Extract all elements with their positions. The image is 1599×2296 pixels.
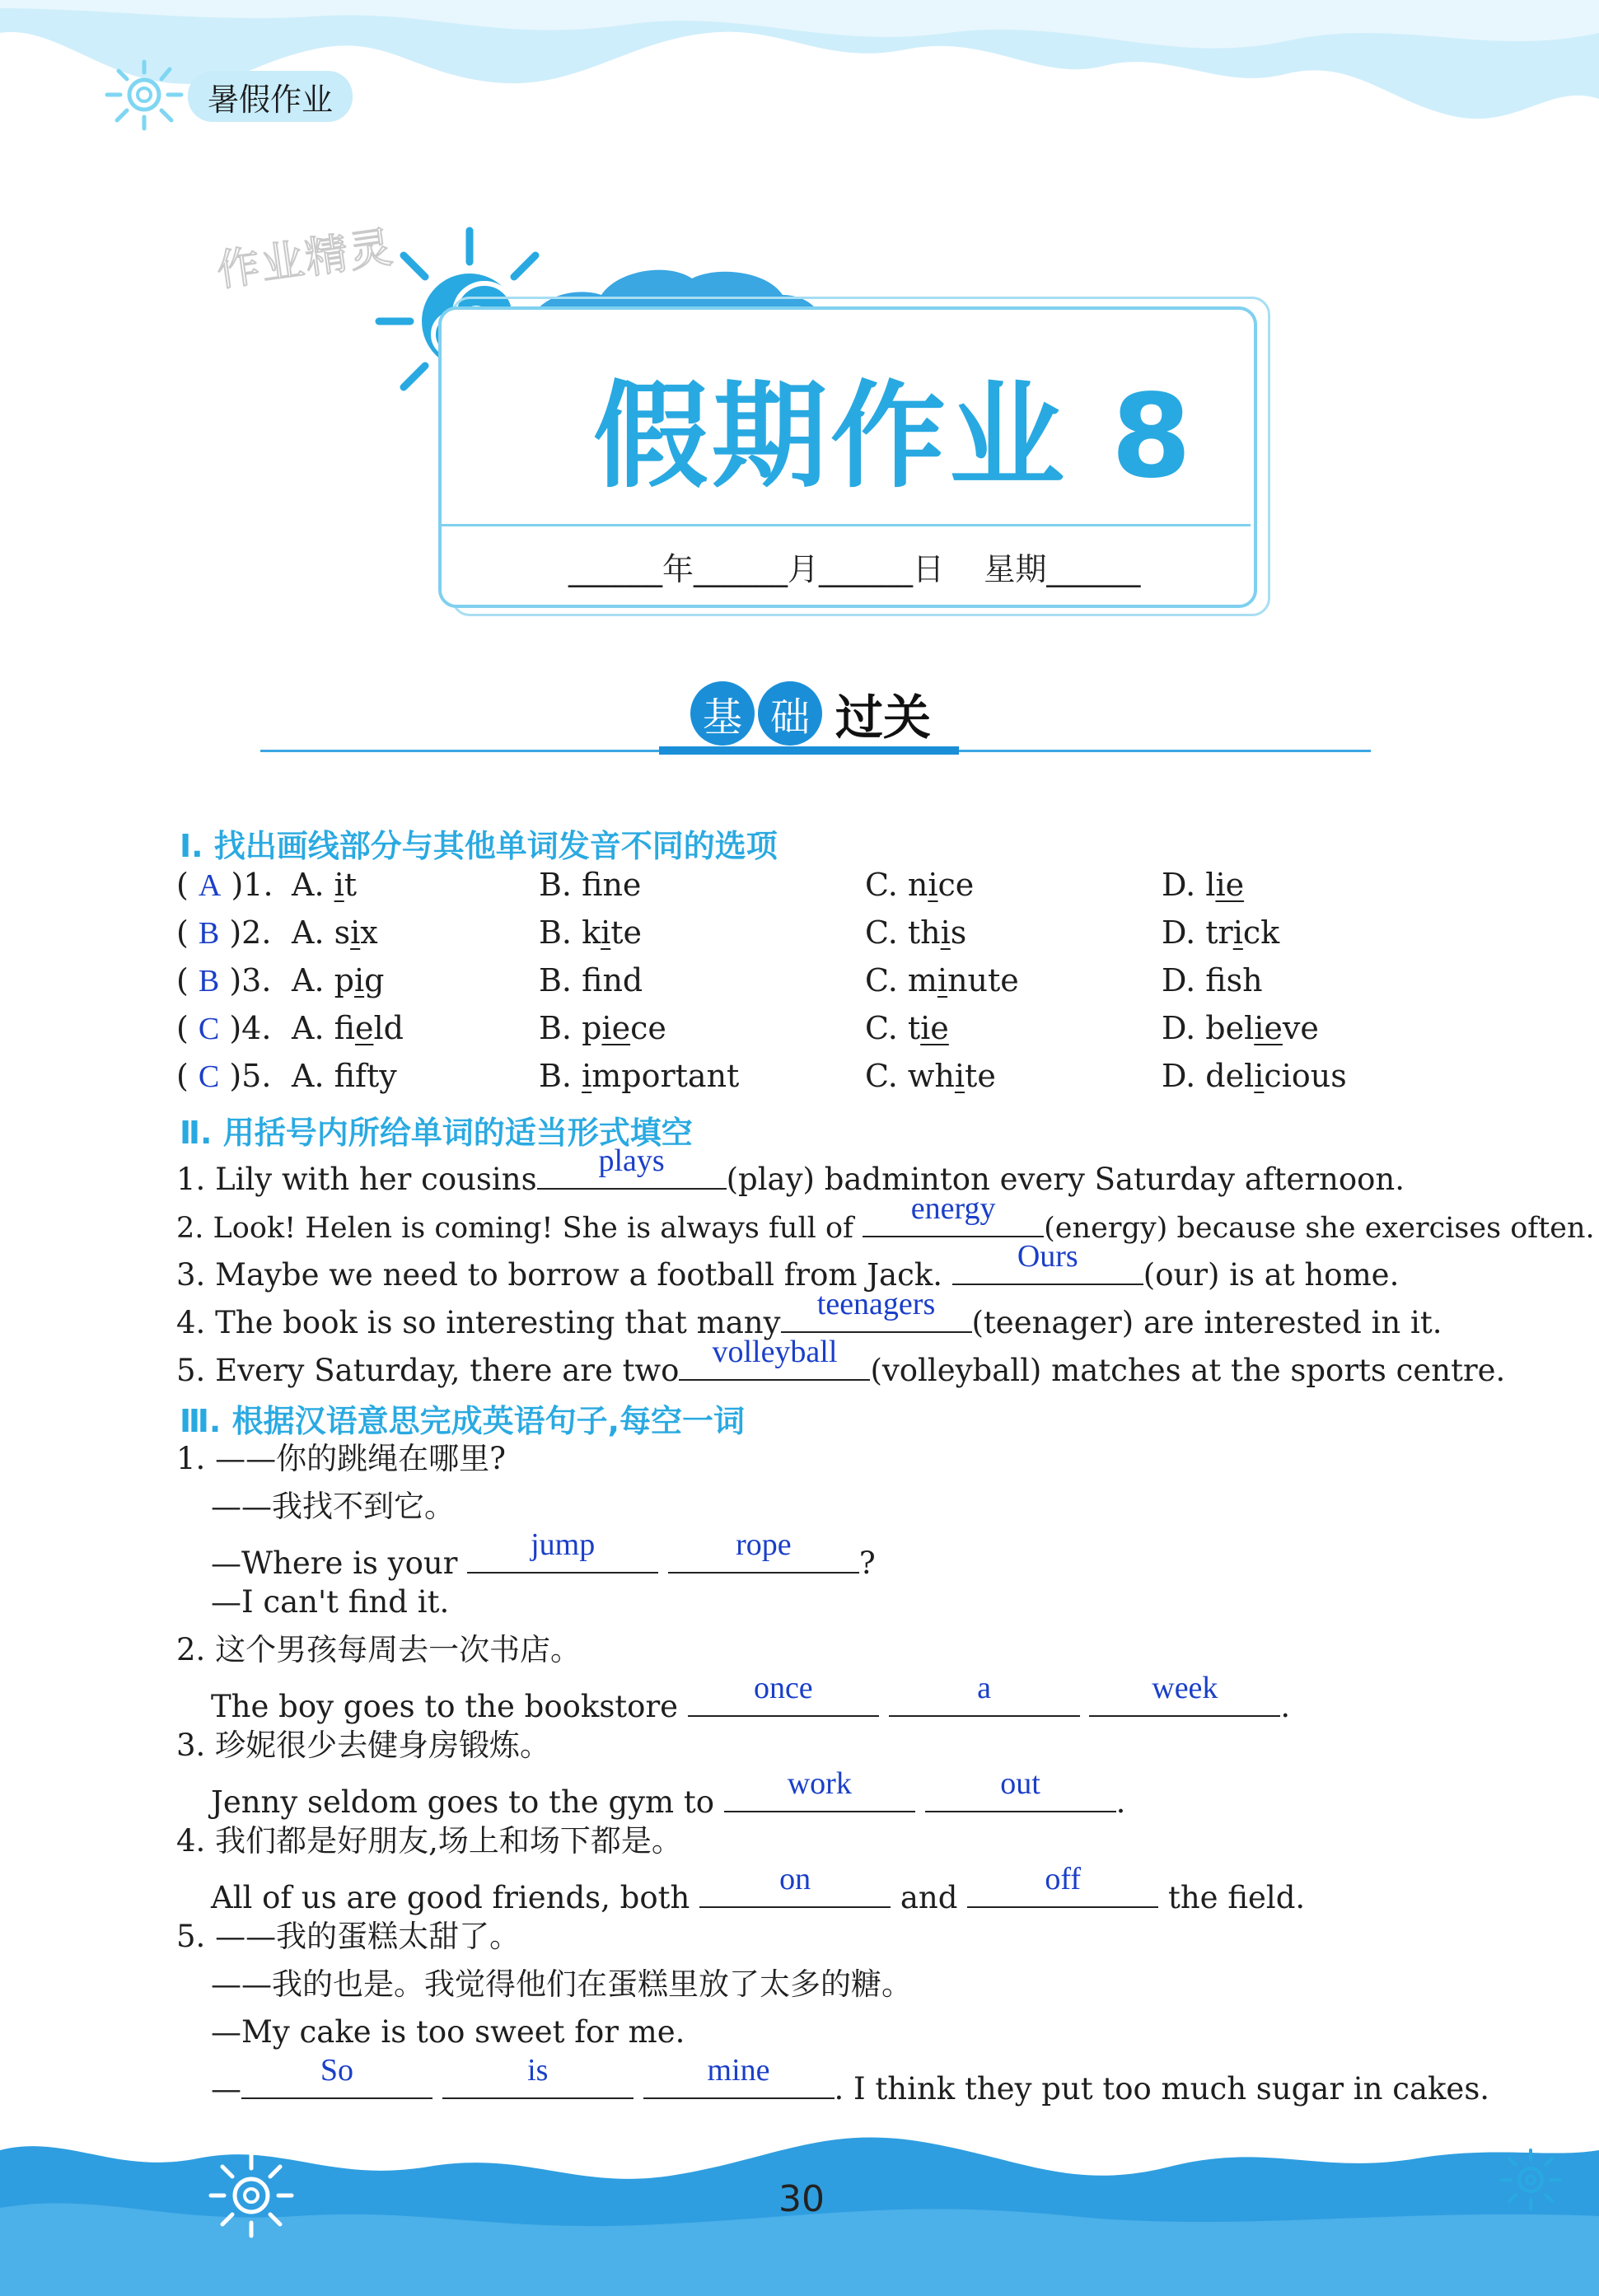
option-text: B. f	[539, 867, 603, 903]
item-text: .	[1115, 1784, 1126, 1820]
answer-text: So	[320, 2053, 354, 2088]
mc-answer-slot[interactable]: ( B )3.	[176, 962, 272, 998]
part2-heading: Ⅱ. 用括号内所给单词的适当形式填空	[180, 1115, 693, 1151]
option-text: ne	[602, 867, 642, 903]
option-text: te	[610, 914, 643, 951]
underlined-letters: ie	[1215, 867, 1245, 903]
mc-option-c	[865, 1010, 949, 1046]
part2-item-3	[176, 1239, 1400, 1293]
item-text: All of us are good friends, both	[211, 1880, 690, 1915]
q1-chinese-2: ——我找不到它。	[211, 1489, 455, 1524]
item-text: .	[1280, 1689, 1291, 1724]
item-text: —	[211, 2071, 241, 2107]
option-text: cious	[1264, 1058, 1347, 1094]
option-text: ld	[373, 1010, 404, 1046]
bottom-sun-icon	[206, 2150, 297, 2241]
mc-option-b	[539, 1058, 739, 1094]
option-text: D. l	[1162, 867, 1216, 903]
answer-text: on	[779, 1862, 811, 1896]
q1-english-2: —I can't find it.	[211, 1584, 450, 1620]
item-text: . I think they put too much sugar in cakes.	[834, 2071, 1490, 2107]
part2-item-5	[176, 1335, 1506, 1388]
underlined-letters: i	[1254, 1058, 1265, 1094]
answer-text: volleyball	[712, 1335, 838, 1369]
mc-option-d	[1162, 914, 1279, 951]
answer-blank[interactable]	[241, 2053, 432, 2099]
answer-blank[interactable]	[688, 1671, 879, 1717]
page-number: 30	[778, 2178, 825, 2220]
answer-blank[interactable]	[442, 2053, 634, 2099]
underlined-letters: i	[582, 1058, 592, 1094]
option-text: C. th	[865, 914, 941, 951]
part1-heading: Ⅰ. 找出画线部分与其他单词发音不同的选项	[180, 828, 778, 864]
underlined-letters: i	[937, 962, 948, 998]
option-text: sh	[1226, 962, 1263, 998]
q5-chinese-2: ——我的也是。我觉得他们在蛋糕里放了太多的糖。	[211, 1966, 912, 2002]
mc-row	[176, 1010, 1412, 1051]
mc-option-c	[865, 914, 966, 951]
option-text: nute	[947, 962, 1019, 998]
option-text: t	[344, 867, 358, 903]
item-text: 4. The book is so interesting that many	[176, 1305, 781, 1340]
answer-blank[interactable]	[863, 1191, 1044, 1237]
answer-blank[interactable]	[952, 1239, 1143, 1285]
mc-option-b	[539, 867, 641, 903]
option-text: s	[950, 914, 967, 951]
answer-text: work	[787, 1766, 852, 1801]
answer-blank[interactable]	[1089, 1671, 1280, 1717]
mc-answer: C	[198, 1059, 220, 1094]
underlined-letters: i	[928, 867, 938, 903]
mc-option-c	[865, 962, 1019, 998]
answer-blank[interactable]	[724, 1766, 915, 1812]
answer-blank[interactable]	[643, 2053, 835, 2099]
underlined-letters: ie	[920, 1010, 949, 1046]
q4-english	[211, 1862, 1306, 1915]
answer-text: week	[1152, 1671, 1218, 1705]
q3-english	[211, 1766, 1126, 1820]
option-text: A. f	[292, 1058, 355, 1094]
item-text: (teenager) are interested in it.	[971, 1305, 1442, 1340]
answer-text: Ours	[1017, 1239, 1078, 1274]
header-tab: 暑假作业	[188, 71, 353, 122]
answer-blank[interactable]	[781, 1287, 972, 1333]
corner-sun-icon	[1498, 2147, 1564, 2213]
option-text: A. f	[292, 1010, 355, 1046]
item-text: (volleyball) matches at the sports centre.	[870, 1353, 1506, 1388]
part2-item-2	[176, 1191, 1595, 1245]
part2-item-1	[176, 1143, 1405, 1197]
option-text: mportant	[591, 1058, 740, 1094]
banner-circle-1: 基	[690, 681, 755, 746]
part2-item-4	[176, 1287, 1442, 1340]
mc-row	[176, 867, 1412, 908]
answer-text: a	[977, 1671, 992, 1705]
mc-option-a	[292, 962, 384, 998]
section-banner	[690, 680, 931, 746]
answer-text: jump	[531, 1527, 596, 1562]
date-line: ______年______月______日 星期______	[568, 551, 1141, 587]
option-text: te	[965, 1058, 996, 1094]
answer-text: off	[1045, 1862, 1082, 1896]
option-text: B. k	[539, 914, 601, 951]
answer-blank[interactable]	[699, 1862, 891, 1908]
mc-option-c	[865, 1058, 996, 1094]
mc-answer-slot[interactable]: ( C )5.	[176, 1058, 272, 1094]
mc-option-b	[539, 914, 642, 951]
answer-blank[interactable]	[668, 1527, 859, 1574]
mc-option-d	[1162, 867, 1244, 903]
mc-option-d	[1162, 1010, 1319, 1046]
option-text: D. del	[1162, 1058, 1255, 1094]
mc-number: 5.	[241, 1058, 272, 1094]
mc-answer-slot[interactable]: ( A )1.	[176, 867, 274, 903]
option-text: C. t	[865, 1010, 921, 1046]
part3-heading: Ⅲ. 根据汉语意思完成英语句子,每空一词	[180, 1403, 746, 1439]
option-text: x	[360, 914, 378, 951]
mc-row	[176, 962, 1412, 1003]
option-text: C. wh	[865, 1058, 955, 1094]
option-text: ce	[937, 867, 975, 903]
title-divider	[442, 524, 1251, 526]
answer-blank[interactable]	[889, 1671, 1080, 1717]
underlined-letters: i	[954, 1058, 965, 1094]
option-text: D. bel	[1162, 1010, 1255, 1046]
mc-option-d	[1162, 962, 1263, 998]
answer-blank[interactable]	[467, 1527, 658, 1574]
mc-answer: A	[198, 868, 222, 903]
answer-text: energy	[910, 1191, 996, 1226]
underlined-letters: i	[940, 914, 951, 951]
mc-option-b	[539, 962, 643, 998]
mc-option-d	[1162, 1058, 1347, 1094]
q5-chinese-1: 5. ——我的蛋糕太甜了。	[176, 1919, 521, 1954]
q5-english-1: —My cake is too sweet for me.	[211, 2014, 685, 2050]
option-text: B. p	[539, 1010, 602, 1046]
item-text: and	[900, 1880, 958, 1915]
option-text: g	[364, 962, 385, 998]
option-text: B. f	[539, 962, 603, 998]
q2-english	[211, 1671, 1291, 1724]
mc-option-a	[292, 1010, 404, 1046]
option-text: B.	[539, 1058, 582, 1094]
mc-answer: B	[198, 964, 220, 998]
underlined-letters: ie	[1254, 1010, 1283, 1046]
answer-text: is	[527, 2053, 549, 2088]
item-text: (our) is at home.	[1143, 1257, 1400, 1293]
option-text: A. s	[292, 914, 351, 951]
item-text: ?	[858, 1545, 876, 1581]
mc-option-a	[292, 1058, 397, 1094]
mc-number: 2.	[241, 914, 272, 951]
watermark: 作业精灵	[213, 222, 397, 297]
option-text: nd	[602, 962, 643, 998]
q3-chinese: 3. 珍妮很少去健身房锻炼。	[176, 1728, 551, 1763]
option-text: D. tr	[1162, 914, 1233, 951]
q5-english-2	[211, 2053, 1490, 2107]
answer-text: rope	[736, 1527, 792, 1562]
q4-chinese: 4. 我们都是好朋友,场上和场下都是。	[176, 1823, 682, 1859]
option-text: A.	[292, 867, 334, 903]
answer-blank[interactable]	[679, 1335, 870, 1381]
answer-blank[interactable]	[967, 1862, 1158, 1908]
q1-chinese-1: 1. ——你的跳绳在哪里?	[176, 1441, 506, 1476]
underlined-letters: i	[601, 914, 611, 951]
option-text: C. n	[865, 867, 928, 903]
item-text: Jenny seldom goes to the gym to	[211, 1784, 715, 1820]
page-title: 假期作业 8	[593, 370, 1195, 504]
option-text: C. m	[865, 962, 937, 998]
option-text: fty	[354, 1058, 397, 1094]
answer-blank[interactable]	[925, 1766, 1116, 1812]
option-text: D. f	[1162, 962, 1227, 998]
mc-number: 1.	[243, 867, 274, 903]
item-text: 2. Look! Helen is coming! She is always full of	[176, 1212, 854, 1245]
item-text: The boy goes to the bookstore	[211, 1689, 679, 1724]
option-text: ve	[1282, 1010, 1319, 1046]
mc-option-c	[865, 867, 974, 903]
answer-text: plays	[598, 1143, 665, 1178]
mc-row	[176, 1058, 1412, 1099]
underlined-letters: ie	[601, 1010, 631, 1046]
sun-icon	[99, 58, 189, 132]
option-text: ck	[1242, 914, 1280, 951]
item-text: 5. Every Saturday, there are two	[176, 1353, 680, 1388]
underlined-letters: i	[334, 867, 344, 903]
banner-title: 过关	[835, 690, 932, 746]
underlined-letters: i	[1232, 914, 1243, 951]
mc-option-a	[292, 914, 378, 951]
mc-option-b	[539, 1010, 666, 1046]
answer-text: mine	[707, 2053, 770, 2088]
item-text: 3. Maybe we need to borrow a football from Jack.	[176, 1257, 943, 1293]
answer-text: once	[753, 1671, 813, 1705]
item-text: (play) badminton every Saturday afternoon.	[726, 1162, 1405, 1197]
option-text: A. p	[292, 962, 354, 998]
underlined-letters: i	[353, 962, 365, 998]
mc-answer-slot[interactable]: ( B )2.	[176, 914, 272, 951]
mc-option-a	[292, 867, 357, 903]
answer-text: teenagers	[816, 1287, 936, 1321]
item-text: 1. Lily with her cousins	[176, 1162, 537, 1197]
q1-english	[211, 1527, 876, 1581]
item-text: (energy) because she exercises often.	[1044, 1212, 1595, 1245]
answer-blank[interactable]	[537, 1143, 727, 1190]
mc-answer: B	[198, 916, 220, 951]
item-text: the field.	[1167, 1880, 1306, 1915]
item-text: —Where is your	[211, 1545, 458, 1581]
mc-answer: C	[198, 1012, 220, 1046]
mc-number: 3.	[241, 962, 272, 998]
answer-text: out	[1000, 1766, 1040, 1801]
underlined-letters: i	[350, 914, 361, 951]
underlined-letters: ie	[354, 1010, 374, 1046]
banner-divider-accent	[659, 746, 959, 755]
option-text: ce	[630, 1010, 666, 1046]
mc-number: 4.	[241, 1010, 272, 1046]
mc-answer-slot[interactable]: ( C )4.	[176, 1010, 272, 1046]
mc-row	[176, 914, 1412, 956]
banner-circle-2: 础	[758, 681, 822, 746]
q2-chinese: 2. 这个男孩每周去一次书店。	[176, 1632, 582, 1667]
